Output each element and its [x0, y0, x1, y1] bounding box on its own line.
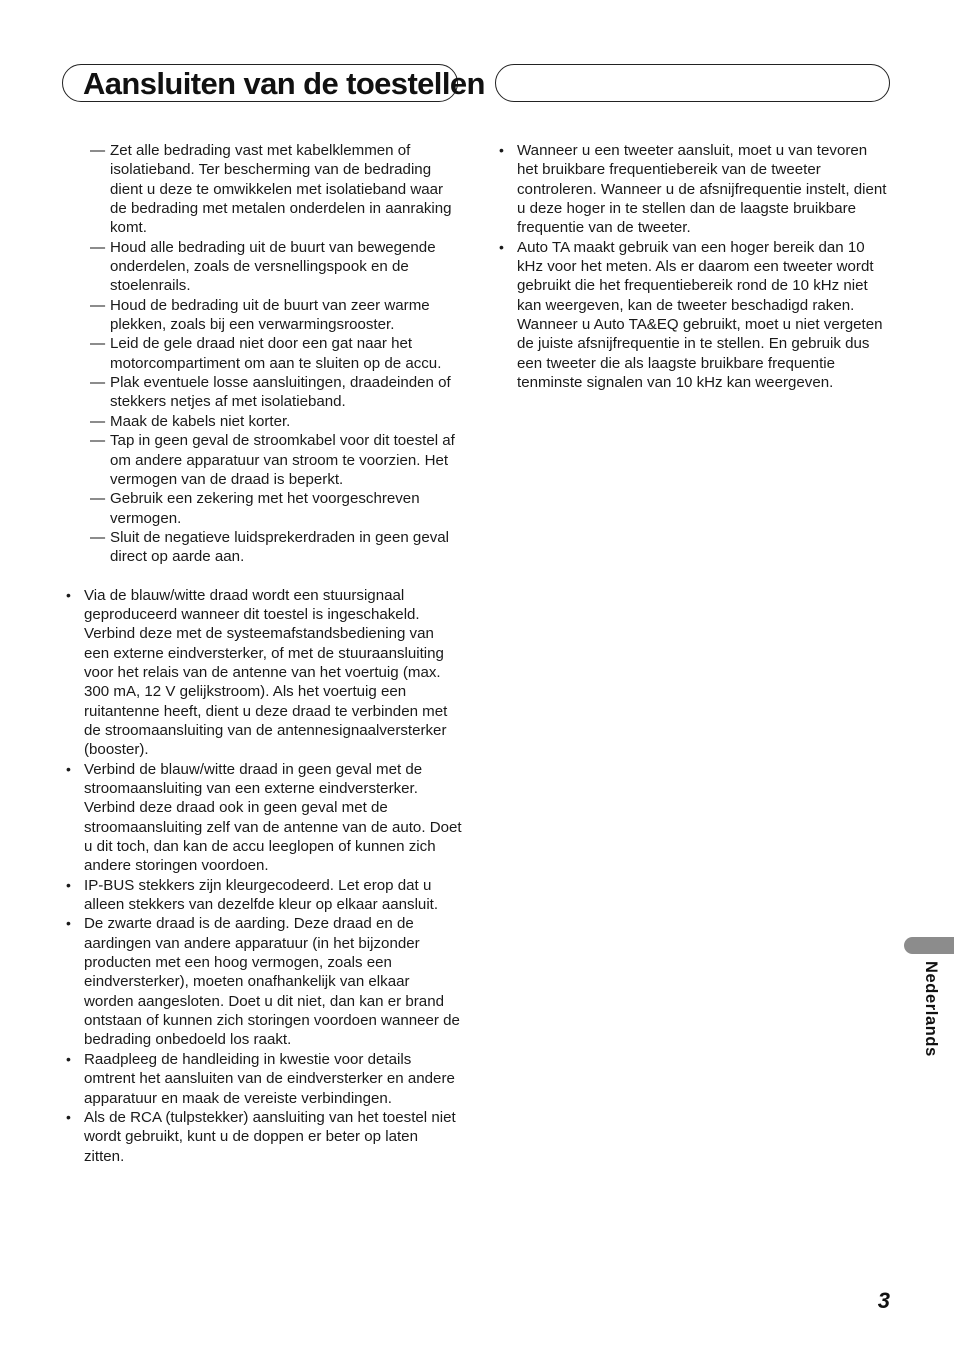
bullet-item: • IP-BUS stekkers zijn kleurgecodeerd. Let erop dat u alleen stekkers van dezelfde kleur op elkaar aansluit.: [62, 876, 462, 915]
dash-item: — Gebruik een zekering met het voorgeschreven vermogen.: [62, 489, 462, 528]
bullet-item: • Via de blauw/witte draad wordt een stuursignaal geproduceerd wanneer dit toestel is ingeschakeld. Verbind deze met de systeemafstandsbediening van een externe eindversterker, of met de stuuraansluiting voor het relais van de antenne van het voertuig (max. 300 mA, 12 V gelijkstroom). Als het voertuig een ruitantenne heeft, dient u deze draad te verbinden met de stroomaansluiting van de antennesignaalversterker (booster).: [62, 586, 462, 760]
page-number: 3: [877, 1288, 890, 1313]
dash-item: — Sluit de negatieve luidsprekerdraden in geen geval direct op aarde aan.: [62, 528, 462, 567]
dash-item: — Maak de kabels niet korter.: [62, 412, 462, 431]
tweeter-bullet-list: [495, 141, 891, 392]
bullet-item: • Raadpleeg de handleiding in kwestie voor details omtrent het aansluiten van de eindversterker en andere apparatuur en maak de vereiste verbindingen.: [62, 1050, 462, 1108]
dash-item: — Zet alle bedrading vast met kabelklemmen of isolatieband. Ter bescherming van de bedrading dient u deze te omwikkelen met isolatieband waar de bedrading met metalen onderdelen in aanraking komt.: [62, 141, 462, 238]
bullet-item: • Wanneer u een tweeter aansluit, moet u van tevoren het bruikbare frequentiebereik van de tweeter controleren. Wanneer u de afsnijfrequentie instelt, dient u deze hoger in te stellen dan de laagste bruikbare frequentie van de tweeter.: [495, 141, 891, 238]
language-label: Nederlands: [922, 961, 940, 1057]
dash-item: — Tap in geen geval de stroomkabel voor dit toestel af om andere apparatuur van stroom te voorzien. Het vermogen van de draad is beperkt.: [62, 431, 462, 489]
instruction-bullet-list: [62, 586, 462, 1166]
bullet-item: • Verbind de blauw/witte draad in geen geval met de stroomaansluiting van een externe eindversterker. Verbind deze draad ook in geen geval met de stroomaansluiting zelf van de antenne van de auto. Doet u dit toch, dan kan de accu leeglopen of kunnen zich andere storingen voordoen.: [62, 760, 462, 876]
bullet-item: • De zwarte draad is de aarding. Deze draad en de aardingen van andere apparatuur (in het bijzonder producten met een hoog vermogen, zoals een eindversterker), moeten onafhankelijk van elkaar worden aangesloten. Doet u dit niet, dan kan er brand ontstaan of kunnen zich storingen voordoen wanneer de bedrading onbedoeld los raakt.: [62, 914, 462, 1049]
left-column: [62, 141, 462, 1166]
page-title: Aansluiten van de toestellen: [83, 66, 485, 101]
right-column: [495, 141, 891, 392]
bullet-item: • Auto TA maakt gebruik van een hoger bereik dan 10 kHz voor het meten. Als er daarom een tweeter wordt gebruikt die het frequentiebereik rond de 10 kHz niet kan weergeven, kan de tweeter beschadigd raken. Wanneer u Auto TA&EQ gebruikt, moet u niet vergeten de juiste afsnijfrequentie in te stellen. En gebruik dus een tweeter die als laagste bruikbare frequentie tenminste signalen van 10 kHz kan weergeven.: [495, 238, 891, 393]
precaution-dash-list: [62, 141, 462, 567]
empty-header-box: [495, 64, 890, 102]
dash-item: — Houd alle bedrading uit de buurt van bewegende onderdelen, zoals de versnellingspook en de stoelenrails.: [62, 238, 462, 296]
bullet-item: • Als de RCA (tulpstekker) aansluiting van het toestel niet wordt gebruikt, kunt u de doppen er beter op laten zitten.: [62, 1108, 462, 1166]
dash-item: — Houd de bedrading uit de buurt van zeer warme plekken, zoals bij een verwarmingsrooster.: [62, 296, 462, 335]
dash-item: — Plak eventuele losse aansluitingen, draadeinden of stekkers netjes af met isolatieband.: [62, 373, 462, 412]
section-header-box: [62, 64, 485, 102]
dash-item: — Leid de gele draad niet door een gat naar het motorcompartiment om aan te sluiten op de accu.: [62, 334, 462, 373]
language-tab-marker: [904, 937, 954, 954]
